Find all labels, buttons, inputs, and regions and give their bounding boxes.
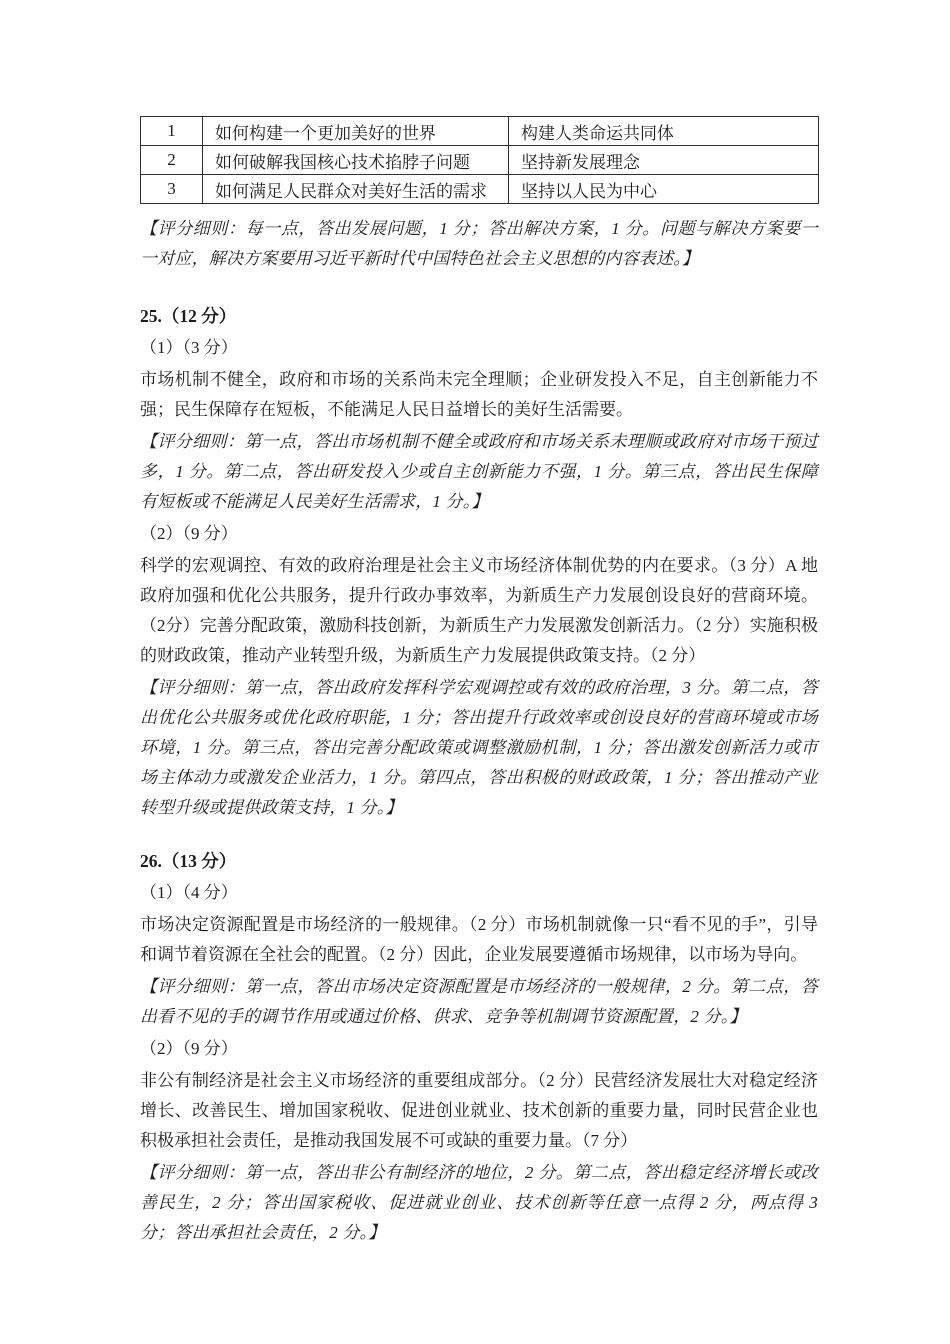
answer-table — [140, 116, 819, 204]
row-number: 1 — [141, 117, 203, 146]
q26-part1-rubric: 【评分细则：第一点，答出市场决定资源配置是市场经济的一般规律，2 分。第二点，答出看不见的手的调节作用或通过价格、供求、竞争等机制调节资源配置，2 分。】 — [140, 977, 818, 1026]
q26-part2-heading: （2）（9 分） — [140, 1039, 238, 1058]
row-answer: 坚持新发展理念 — [509, 146, 819, 175]
page-content — [140, 116, 818, 1248]
q25-part2-rubric: 【评分细则：第一点，答出政府发挥科学宏观调控或有效的政府治理，3 分。第二点，答出优化公共服务或优化政府职能，1 分；答出提升行政效率或创设良好的营商环境或市场环境，1 分。第三点，答出完善分配政策或调整激励机制，1 分；答出激发创新活力或市场主体动力或激发企业活力，1 分。第四点，答出积极的财政政策，1 分；答出推动产业转型升级或提供政策支持，1 分。】 — [140, 678, 818, 817]
q25-part2-heading: （2）（9 分） — [140, 524, 238, 543]
row-number: 2 — [141, 146, 203, 175]
q25-part1-heading: （1）（3 分） — [140, 338, 238, 357]
row-answer: 构建人类命运共同体 — [509, 117, 819, 146]
row-answer: 坚持以人民为中心 — [509, 175, 819, 204]
q25-part2-answer: 科学的宏观调控、有效的政府治理是社会主义市场经济体制优势的内在要求。（3 分）A 地政府加强和优化公共服务，提升行政办事效率，为新质生产力发展创设良好的营商环境。（2分）完善分配政策，激励科技创新，为新质生产力发展激发创新活力。（2 分）实施积极的财政政策，推动产业转型升级，为新质生产力发展提供政策支持。（2 分） — [140, 556, 818, 665]
q26-part1-heading: （1）（4 分） — [140, 883, 238, 902]
q26-part2-answer: 非公有制经济是社会主义市场经济的重要组成部分。（2 分）民营经济发展壮大对稳定经济增长、改善民生、增加国家税收、促进创业就业、技术创新的重要力量，同时民营企业也积极承担社会责任，是推动我国发展不可或缺的重要力量。（7 分） — [140, 1071, 818, 1150]
question-26-heading: 26.（13 分） — [140, 851, 237, 871]
q25-part1-answer: 市场机制不健全，政府和市场的关系尚未完全理顺；企业研发投入不足，自主创新能力不强；民生保障存在短板，不能满足人民日益增长的美好生活需要。 — [140, 370, 818, 419]
table-row — [141, 117, 819, 146]
question-25-heading: 25.（12 分） — [140, 306, 237, 326]
table-rubric: 【评分细则：每一点，答出发展问题，1 分；答出解决方案，1 分。问题与解决方案要一一对应，解决方案要用习近平新时代中国特色社会主义思想的内容表述。】 — [140, 219, 818, 268]
q25-part1-rubric: 【评分细则：第一点，答出市场机制不健全或政府和市场关系未理顺或政府对市场干预过多，1 分。第二点，答出研发投入少或自主创新能力不强，1 分。第三点，答出民生保障有短板或不能满足人民美好生活需求，1 分。】 — [140, 432, 818, 511]
table-row — [141, 175, 819, 204]
q26-part1-answer: 市场决定资源配置是市场经济的一般规律。（2 分）市场机制就像一只“看不见的手”，引导和调节着资源在全社会的配置。（2 分）因此，企业发展要遵循市场规律，以市场为导向。 — [140, 915, 818, 964]
row-question: 如何破解我国核心技术掐脖子问题 — [203, 146, 509, 175]
q26-part2-rubric: 【评分细则：第一点，答出非公有制经济的地位，2 分。第二点，答出稳定经济增长或改善民生，2 分；答出国家税收、促进就业创业、技术创新等任意一点得 2 分，两点得 3 分；答出承担社会责任，2 分。】 — [140, 1163, 818, 1242]
row-question: 如何满足人民群众对美好生活的需求 — [203, 175, 509, 204]
row-question: 如何构建一个更加美好的世界 — [203, 117, 509, 146]
table-row — [141, 146, 819, 175]
row-number: 3 — [141, 175, 203, 204]
